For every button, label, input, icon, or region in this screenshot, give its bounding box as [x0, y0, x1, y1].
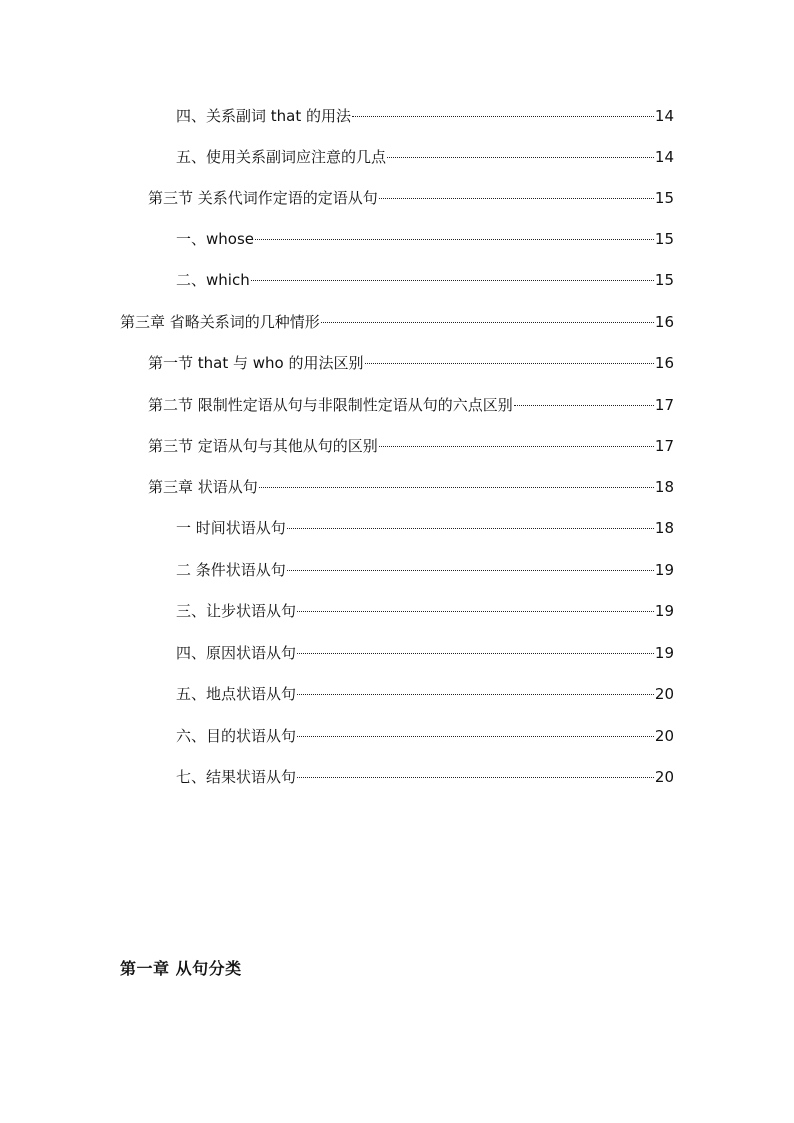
toc-dot-leader: [514, 405, 654, 406]
toc-entry[interactable]: [148, 394, 674, 416]
toc-entry-label: 第三节 定语从句与其他从句的区别: [148, 437, 378, 455]
toc-entry-label: 二、which: [176, 271, 250, 289]
toc-dot-leader: [352, 116, 654, 117]
toc-page-number: 19: [654, 561, 674, 579]
toc-entry[interactable]: [176, 146, 674, 168]
toc-dot-leader: [297, 653, 654, 654]
toc-entry-label: 七、结果状语从句: [176, 768, 297, 786]
toc-page-number: 19: [654, 644, 674, 662]
toc-page-number: 14: [654, 107, 674, 125]
toc-dot-leader: [297, 694, 654, 695]
toc-dot-leader: [287, 570, 654, 571]
toc-entry[interactable]: [176, 600, 674, 622]
toc-dot-leader: [321, 322, 654, 323]
toc-entry[interactable]: [120, 311, 674, 333]
toc-entry[interactable]: [176, 683, 674, 705]
toc-entry[interactable]: [176, 642, 674, 664]
toc-entry[interactable]: [148, 187, 674, 209]
toc-page-number: 15: [654, 189, 674, 207]
toc-entry[interactable]: [176, 228, 674, 250]
toc-page-number: 20: [654, 768, 674, 786]
toc-page-number: 18: [654, 519, 674, 537]
toc-entry[interactable]: [148, 476, 674, 498]
toc-dot-leader: [287, 528, 654, 529]
toc-dot-leader: [379, 198, 654, 199]
toc-entry[interactable]: [176, 269, 674, 291]
toc-entry-label: 四、原因状语从句: [176, 644, 297, 662]
toc-dot-leader: [297, 777, 654, 778]
toc-entry-label: 一、whose: [176, 230, 254, 248]
toc-entry-label: 二 条件状语从句: [176, 561, 286, 579]
toc-dot-leader: [297, 611, 654, 612]
toc-entry-label: 三、让步状语从句: [176, 602, 297, 620]
toc-entry-label: 第三章 省略关系词的几种情形: [120, 313, 320, 331]
toc-dot-leader: [255, 239, 654, 240]
toc-page-number: 16: [654, 354, 674, 372]
toc-entry-label: 四、关系副词 that 的用法: [176, 107, 351, 125]
toc-dot-leader: [379, 446, 654, 447]
toc-entry-label: 一 时间状语从句: [176, 519, 286, 537]
toc-dot-leader: [387, 157, 654, 158]
toc-page-number: 18: [654, 478, 674, 496]
toc-page-number: 20: [654, 727, 674, 745]
toc-entry-label: 第二节 限制性定语从句与非限制性定语从句的六点区别: [148, 396, 513, 414]
toc-entry[interactable]: [176, 517, 674, 539]
toc-page-number: 20: [654, 685, 674, 703]
toc-dot-leader: [259, 487, 654, 488]
toc-entry[interactable]: [148, 352, 674, 374]
toc-page-number: 17: [654, 396, 674, 414]
toc-dot-leader: [297, 736, 654, 737]
toc-page-number: 16: [654, 313, 674, 331]
toc-entry-label: 五、使用关系副词应注意的几点: [176, 148, 387, 166]
toc-entry[interactable]: [148, 435, 674, 457]
toc-entry[interactable]: [176, 559, 674, 581]
toc-page-number: 15: [654, 271, 674, 289]
toc-entry[interactable]: [176, 766, 674, 788]
toc-entry-label: 六、目的状语从句: [176, 727, 297, 745]
chapter-heading: 第一章 从句分类: [120, 959, 242, 978]
toc-entry[interactable]: [176, 725, 674, 747]
toc-entry-label: 第一节 that 与 who 的用法区别: [148, 354, 364, 372]
toc-entry-label: 第三节 关系代词作定语的定语从句: [148, 189, 378, 207]
toc-page-number: 14: [654, 148, 674, 166]
toc-dot-leader: [365, 363, 654, 364]
toc-entry-label: 五、地点状语从句: [176, 685, 297, 703]
toc-page-number: 15: [654, 230, 674, 248]
toc-dot-leader: [251, 280, 654, 281]
toc-entry[interactable]: [176, 105, 674, 127]
toc-entry-label: 第三章 状语从句: [148, 478, 258, 496]
toc-page-number: 19: [654, 602, 674, 620]
toc-page-number: 17: [654, 437, 674, 455]
